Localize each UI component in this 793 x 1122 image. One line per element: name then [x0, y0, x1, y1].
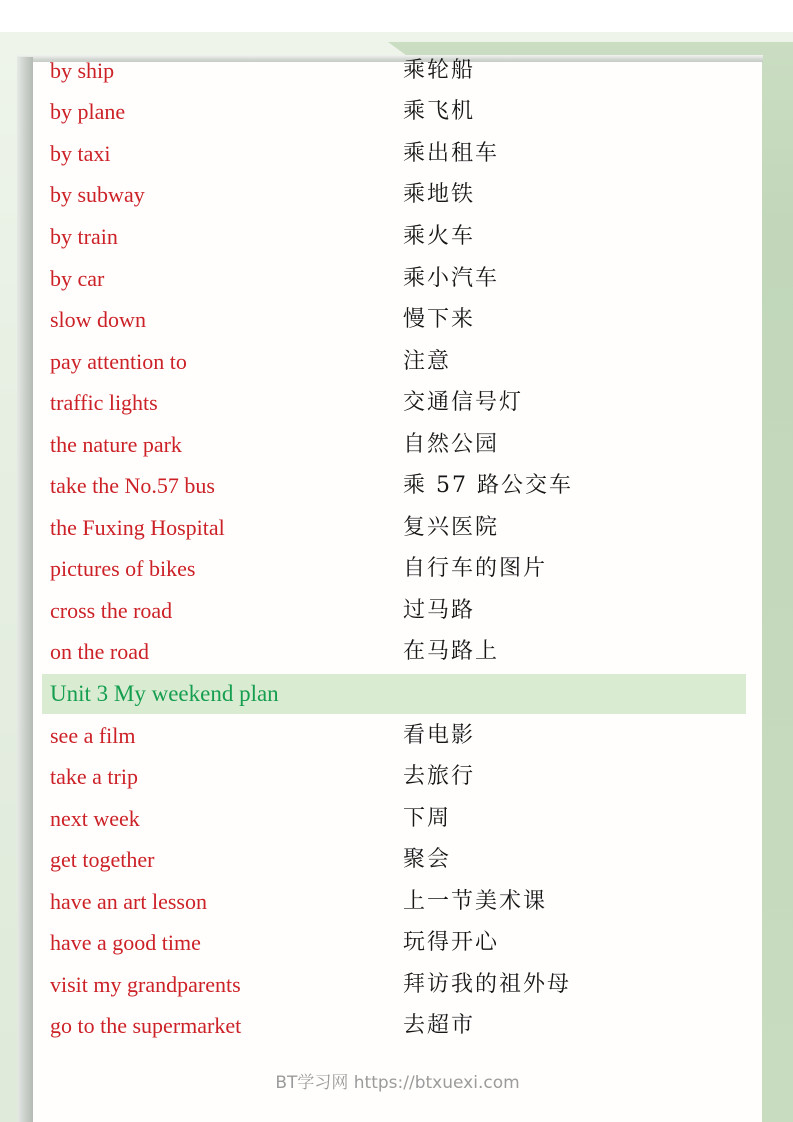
chinese-translation: 自行车的图片	[403, 556, 548, 582]
chinese-translation: 去旅行	[403, 764, 476, 790]
english-term: by ship	[50, 57, 115, 83]
english-term: pictures of bikes	[50, 556, 196, 582]
chinese-translation: 在马路上	[403, 639, 500, 665]
chinese-translation: 拜访我的祖外母	[403, 971, 572, 997]
english-term: by car	[50, 265, 105, 291]
section-header-title: Unit 3 My weekend plan	[50, 681, 279, 707]
vocab-row	[33, 258, 762, 300]
vocab-row	[33, 133, 762, 175]
english-term: on the road	[50, 639, 149, 665]
vocab-row	[33, 756, 762, 798]
chinese-translation: 交通信号灯	[403, 390, 524, 416]
page-left-shadow	[17, 57, 33, 1122]
english-term: take the No.57 bus	[50, 473, 215, 499]
vocab-row	[33, 881, 762, 923]
chinese-translation: 下周	[403, 805, 452, 831]
chinese-translation: 乘轮船	[403, 57, 476, 83]
chinese-translation: 看电影	[403, 722, 476, 748]
chinese-translation: 乘出租车	[403, 140, 500, 166]
vocab-row	[33, 341, 762, 383]
chinese-translation: 乘火车	[403, 223, 476, 249]
chinese-translation: 过马路	[403, 597, 476, 623]
chinese-translation: 复兴医院	[403, 514, 500, 540]
english-term: see a film	[50, 722, 136, 748]
vocab-row	[33, 839, 762, 881]
vocab-row	[33, 175, 762, 217]
chinese-translation: 玩得开心	[403, 930, 500, 956]
vocab-row	[33, 715, 762, 757]
vocab-row	[33, 507, 762, 549]
english-term: next week	[50, 805, 140, 831]
vocab-row	[33, 299, 762, 341]
vocab-row	[33, 964, 762, 1006]
vocab-row	[33, 92, 762, 134]
vocab-row	[33, 590, 762, 632]
vocab-row	[33, 382, 762, 424]
vocab-row	[33, 549, 762, 591]
vocab-row	[33, 465, 762, 507]
english-term: cross the road	[50, 597, 173, 623]
chinese-translation: 上一节美术课	[403, 888, 548, 914]
chinese-translation: 慢下来	[403, 307, 476, 333]
english-term: by taxi	[50, 140, 111, 166]
chinese-translation: 注意	[403, 348, 452, 374]
vocabulary-list	[33, 50, 762, 1047]
vocab-row	[33, 216, 762, 258]
vocab-row	[33, 798, 762, 840]
english-term: by train	[50, 223, 118, 249]
chinese-translation: 乘地铁	[403, 182, 476, 208]
chinese-translation: 去超市	[403, 1013, 476, 1039]
english-term: pay attention to	[50, 348, 187, 374]
english-term: have a good time	[50, 930, 201, 956]
english-term: go to the supermarket	[50, 1013, 242, 1039]
section-header-strip	[42, 674, 746, 714]
english-term: visit my grandparents	[50, 971, 241, 997]
english-term: take a trip	[50, 764, 138, 790]
english-term: the Fuxing Hospital	[50, 514, 225, 540]
english-term: traffic lights	[50, 390, 158, 416]
chinese-translation: 乘飞机	[403, 99, 476, 125]
chinese-translation: 乘 57 路公交车	[403, 473, 573, 499]
english-term: get together	[50, 847, 155, 873]
english-term: the nature park	[50, 431, 182, 457]
chinese-translation: 自然公园	[403, 431, 500, 457]
english-term: have an art lesson	[50, 888, 207, 914]
footer-watermark: BT学习网 https://btxuexi.com	[275, 1073, 520, 1093]
vocab-row	[33, 632, 762, 674]
english-term: slow down	[50, 307, 146, 333]
english-term: by plane	[50, 99, 126, 125]
vocab-row	[33, 922, 762, 964]
section-header-row	[33, 673, 762, 715]
chinese-translation: 聚会	[403, 847, 452, 873]
vocab-row	[33, 50, 762, 92]
chinese-translation: 乘小汽车	[403, 265, 500, 291]
vocab-row	[33, 1006, 762, 1048]
vocab-row	[33, 424, 762, 466]
english-term: by subway	[50, 182, 145, 208]
